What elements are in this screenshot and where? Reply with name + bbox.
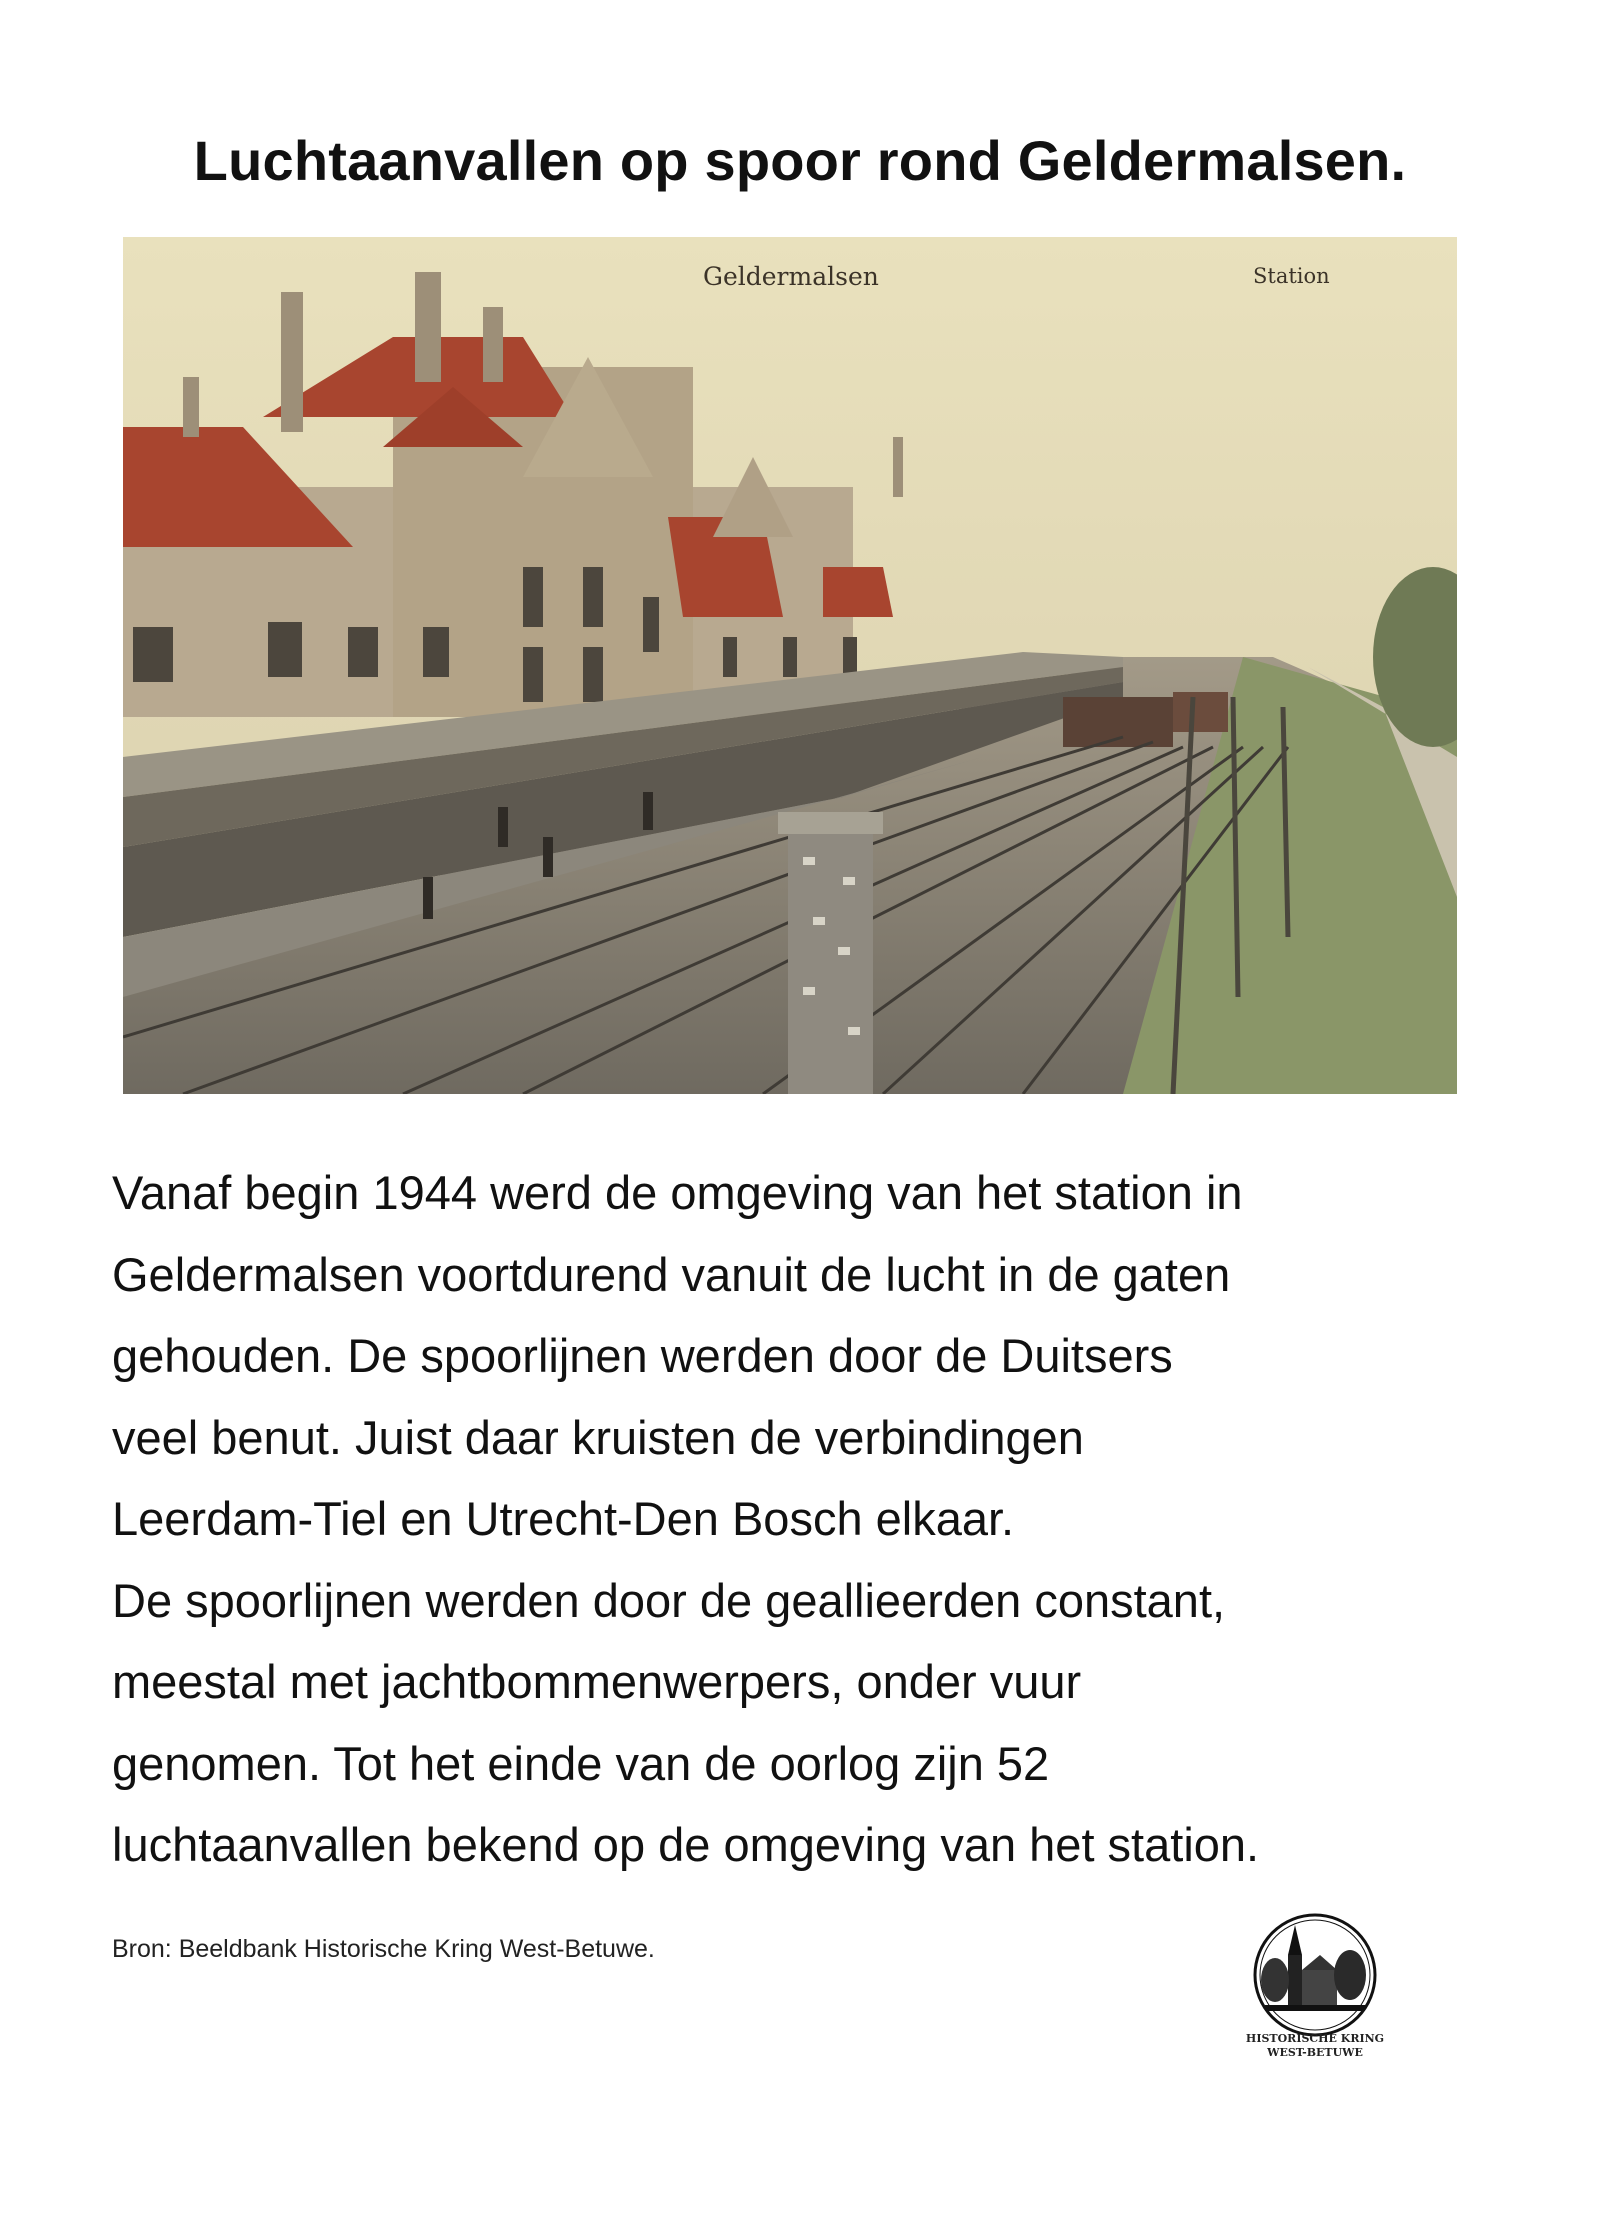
body-line: gehouden. De spoorlijnen werden door de Duitsers [112, 1329, 1173, 1382]
logo-line-2: WEST-BETUWE [1267, 2046, 1363, 2059]
photo-caption-geldermalsen: Geldermalsen [703, 262, 879, 291]
body-line: De spoorlijnen werden door de geallieerden constant, [112, 1573, 1226, 1627]
body-line: luchtaanvallen bekend op de omgeving van het station. [112, 1818, 1260, 1871]
logo-caption [1210, 2032, 1420, 2060]
source-credit: Bron: Beeldbank Historische Kring West-Betuwe. [112, 1935, 655, 1963]
body-line: genomen. Tot het einde van de oorlog zijn 52 [112, 1736, 1050, 1790]
body-line: Geldermalsen voortdurend vanuit de lucht in de gaten [112, 1247, 1231, 1301]
body-line: Leerdam-Tiel en Utrecht-Den Bosch elkaar. [112, 1492, 1015, 1545]
body-line: meestal met jachtbommenwerpers, onder vuur [112, 1655, 1082, 1708]
body-line: veel benut. Juist daar kruisten de verbindingen [112, 1410, 1084, 1464]
photo-caption-station: Station [1253, 264, 1330, 288]
body-paragraph [112, 1152, 1512, 1886]
body-line: Vanaf begin 1944 werd de omgeving van het station in [112, 1166, 1243, 1219]
logo-line-1: HISTORISCHE KRING [1245, 2032, 1385, 2045]
station-photo [123, 237, 1457, 1094]
page-title: Luchtaanvallen op spoor rond Geldermalsen. [193, 129, 1407, 192]
